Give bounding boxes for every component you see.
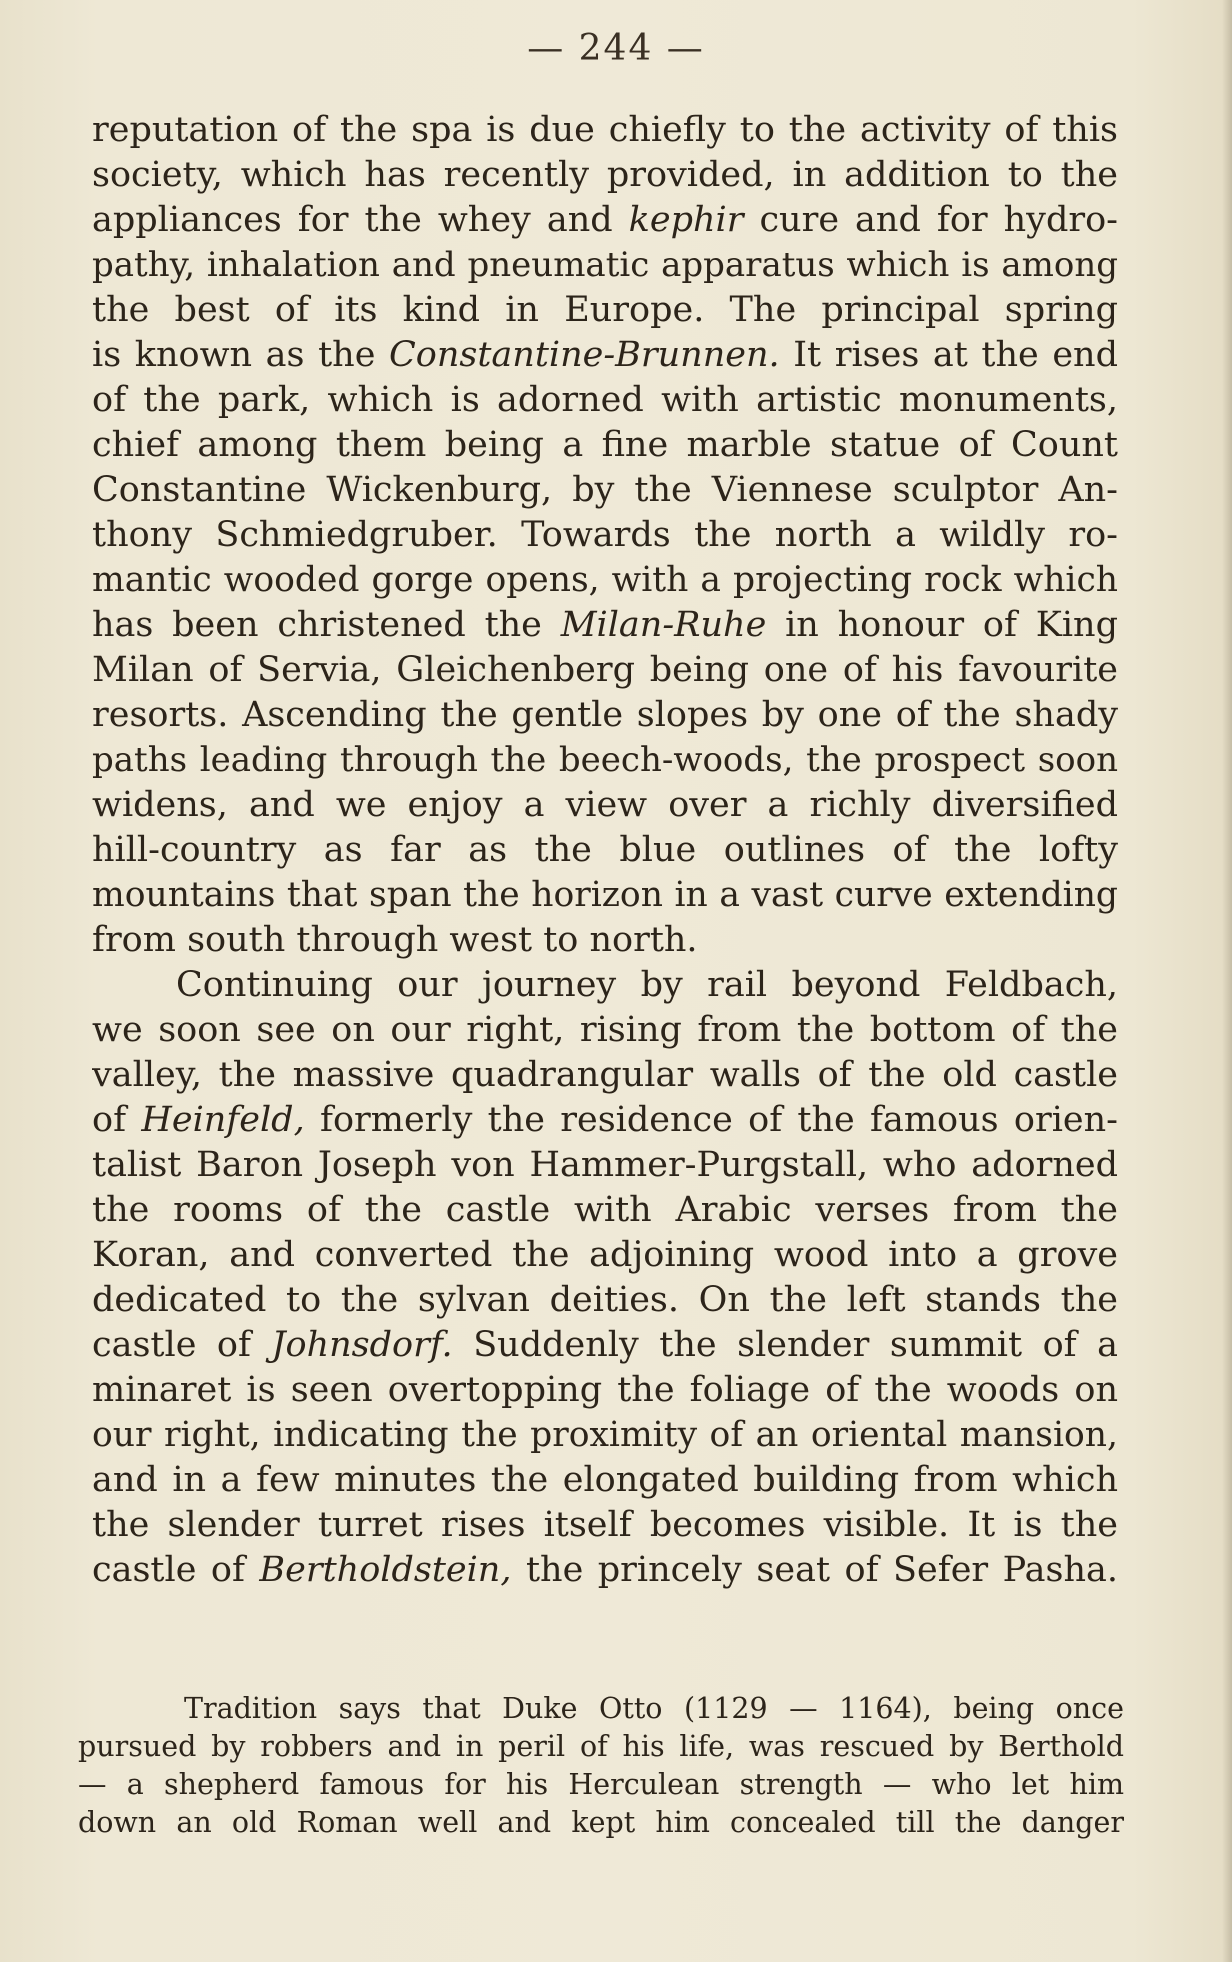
text-line: is known as the Constantine-Brunnen. It rises at the end <box>92 335 1118 375</box>
footnote-line: pursued by robbers and in peril of his life, was rescued by Berthold <box>78 1730 1124 1763</box>
italic-term: Heinfeld, <box>141 1100 305 1140</box>
body-text <box>92 108 1118 1593</box>
text-line: our right, indicating the proximity of an oriental mansion, <box>92 1415 1118 1455</box>
page-edge-shadow <box>1222 0 1232 1962</box>
italic-term: Bertholdstein, <box>259 1550 512 1590</box>
text-line: reputation of the spa is due chiefly to the activity of this <box>92 110 1118 150</box>
footnote-line: Tradition says that Duke Otto (1129 — 1164), being once <box>184 1692 1124 1725</box>
footnote-line: — a shepherd famous for his Herculean strength — who let him <box>78 1768 1124 1801</box>
italic-term: Johnsdorf. <box>271 1325 453 1365</box>
text-line: the best of its kind in Europe. The principal spring <box>92 290 1118 330</box>
text-line: dedicated to the sylvan deities. On the left stands the <box>92 1280 1118 1320</box>
text-line: and in a few minutes the elongated building from which <box>92 1460 1118 1500</box>
text-line-paragraph-end: from south through west to north. <box>92 920 698 960</box>
text-line: chief among them being a fine marble statue of Count <box>92 425 1118 465</box>
text-line: of Heinfeld, formerly the residence of the famous orien- <box>92 1100 1118 1140</box>
text-line: mountains that span the horizon in a vast curve extending <box>92 875 1118 915</box>
text-line: the slender turret rises itself becomes visible. It is the <box>92 1505 1118 1545</box>
text-line: the rooms of the castle with Arabic verses from the <box>92 1190 1118 1230</box>
text-line: hill-country as far as the blue outlines of the lofty <box>92 830 1118 870</box>
text-line: pathy, inhalation and pneumatic apparatus which is among <box>92 245 1118 285</box>
italic-term: Milan-Ruhe <box>560 605 767 645</box>
text-line: castle of Bertholdstein, the princely seat of Sefer Pasha. <box>92 1550 1118 1590</box>
text-line: mantic wooded gorge opens, with a projecting rock which <box>92 560 1118 600</box>
text-line: thony Schmiedgruber. Towards the north a wildly ro- <box>92 515 1118 555</box>
text-line: appliances for the whey and kephir cure and for hydro- <box>92 200 1118 240</box>
text-line: Koran, and converted the adjoining wood into a grove <box>92 1235 1118 1275</box>
text-line: valley, the massive quadrangular walls of the old castle <box>92 1055 1118 1095</box>
text-line: Constantine Wickenburg, by the Viennese sculptor An- <box>92 470 1118 510</box>
text-line: of the park, which is adorned with artistic monuments, <box>92 380 1118 420</box>
footnote <box>78 1690 1124 1842</box>
italic-term: Constantine-Brunnen. <box>389 335 780 375</box>
text-line: talist Baron Joseph von Hammer-Purgstall, who adorned <box>92 1145 1118 1185</box>
italic-term: kephir <box>628 200 744 240</box>
text-line: has been christened the Milan-Ruhe in honour of King <box>92 605 1118 645</box>
page-number: — 244 — <box>527 28 705 69</box>
text-line: resorts. Ascending the gentle slopes by one of the shady <box>92 695 1118 735</box>
text-line: minaret is seen overtopping the foliage of the woods on <box>92 1370 1118 1410</box>
text-line: widens, and we enjoy a view over a richly diversified <box>92 785 1118 825</box>
text-line: we soon see on our right, rising from the bottom of the <box>92 1010 1118 1050</box>
text-line: paths leading through the beech-woods, the prospect soon <box>92 740 1118 780</box>
text-line: society, which has recently provided, in addition to the <box>92 155 1118 195</box>
text-line-paragraph-start: Continuing our journey by rail beyond Feldbach, <box>176 965 1118 1005</box>
text-line: castle of Johnsdorf. Suddenly the slender summit of a <box>92 1325 1118 1365</box>
footnote-line: down an old Roman well and kept him concealed till the danger <box>78 1806 1124 1839</box>
text-line: Milan of Servia, Gleichenberg being one of his favourite <box>92 650 1118 690</box>
